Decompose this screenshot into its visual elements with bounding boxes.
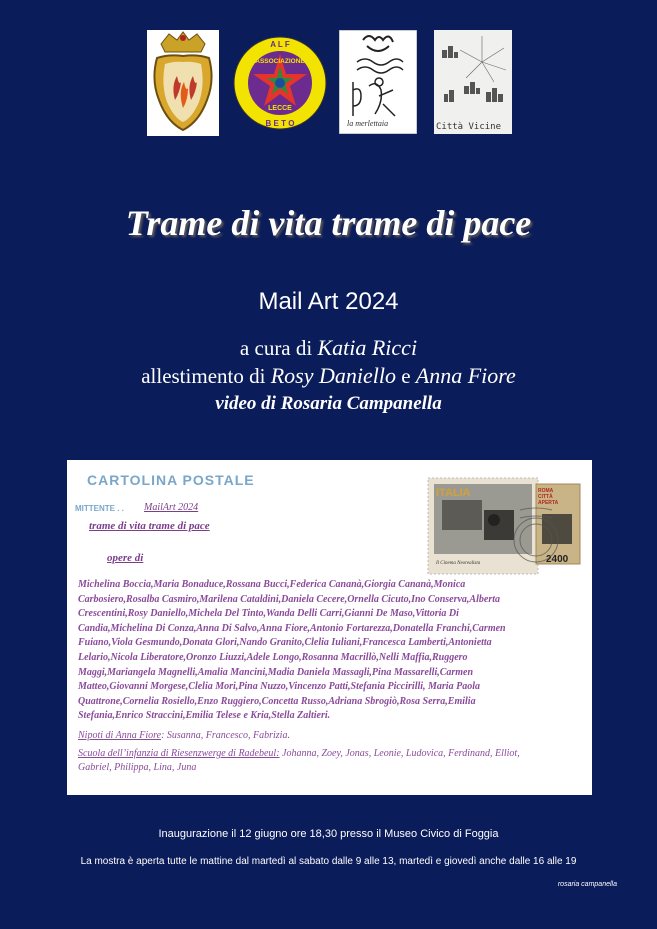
scuola-label: Scuola dell’infanzia di Riesenzwerge di Radebeul: bbox=[78, 748, 280, 759]
curator-name: Katia Ricci bbox=[317, 335, 418, 360]
citta-vicine-caption: Città Vicine bbox=[436, 122, 502, 132]
svg-text:ROMA: ROMA bbox=[538, 488, 554, 494]
postcard-heading: CARTOLINA POSTALE bbox=[87, 472, 255, 488]
scuola-line bbox=[78, 747, 528, 775]
postcard bbox=[67, 460, 592, 795]
artists-list: Michelina Boccia,Maria Bonaduce,Rossana Bucci,Federica Cananà,Giorgia Cananà,Monica Carbosiero,Rosalba Casmiro,Marilena Cataldini,Daniela Cecere,Ornella Cicuto,Ino Conserva,Alberta Crescentini,Rosy Daniello,Michela Del Tinto,Wanda Delli Carri,Gianni De Maso,Vittoria Di Candia,Michelina Di Conza,Anna Di Salvo,Anna Fiore,Antonio Fortarezza,Donatella Franchi,Carmen Fuiano,Viola Gesmundo,Donata Glori,Nando Granito,Clelia Iuliani,Francesca Lamberti,Antonietta Lelario,Nicola Liberatore,Oronzo Liuzzi,Adele Longo,Rosanna Macrillò,Nelli Maffia,Ruggero Maggi,Mariangela Magnelli,Amalia Mancini,Madia Daniela Massagli,Pina Massarelli,Carmen Matteo,Giovanni Morgese,Clelia Mori,Pina Nuzzo,Vincenzo Patti,Stefania Piccirilli, Maria Paola Quattrone,Cornelia Rosiello,Enzo Ruggiero,Concetta Russo,Adriana Sbrogiò,Rosa Serra,Emilia Stefania,Enrico Straccini,Emilia Telese e Kria,Stella Zaltieri. bbox=[78, 579, 506, 722]
nipoti-label: Nipoti di Anna Fiore bbox=[78, 730, 162, 741]
curated-prefix: a cura di bbox=[239, 336, 318, 360]
svg-text:CITTÀ: CITTÀ bbox=[538, 494, 553, 500]
logo-assoc-text: ASSOCIAZIONE bbox=[255, 58, 305, 65]
citta-vicine-logo bbox=[434, 30, 512, 134]
mailart-label: MailArt 2024 bbox=[144, 502, 199, 513]
video-credit: video di Rosaria Campanella bbox=[215, 393, 442, 414]
stamp-value: 2400 bbox=[546, 554, 569, 565]
nipoti-line bbox=[78, 730, 518, 741]
setup-person-2: Anna Fiore bbox=[415, 363, 516, 388]
logos-row bbox=[0, 30, 657, 140]
opening-hours-text: La mostra è aperta tutte le mattine dal martedì al sabato dalle 9 alle 13, martedì e giovedì anche dalle 16 alle 19 bbox=[80, 856, 577, 867]
logo-lecce-text: LECCE bbox=[268, 105, 292, 112]
la-merlettaia-caption: la merlettaia bbox=[347, 119, 389, 128]
setup-person-1: Rosy Daniello bbox=[270, 363, 396, 388]
associazione-alfabeto-lecce-logo bbox=[233, 36, 327, 130]
inauguration-text: Inaugurazione il 12 giugno ore 18,30 presso il Museo Civico di Foggia bbox=[158, 828, 499, 840]
nipoti-names: : Susanna, Francesco, Fabrizia. bbox=[161, 730, 290, 741]
setup-and: e bbox=[395, 364, 416, 388]
coat-of-arms-logo bbox=[147, 30, 219, 136]
credits bbox=[0, 334, 657, 417]
signature: rosaria campanella bbox=[557, 881, 617, 888]
setup-line bbox=[0, 362, 657, 390]
setup-prefix: allestimento di bbox=[141, 364, 271, 388]
svg-text:A L F: A L F bbox=[270, 40, 290, 49]
scuola-names: Johanna, Zoey, Jonas, Leonie, Ludovica, Ferdinand, Elliot, Gabriel, Philippa, Lina, Juna bbox=[78, 748, 520, 773]
svg-text:B E T O: B E T O bbox=[265, 119, 295, 128]
svg-text:APERTA: APERTA bbox=[538, 500, 559, 506]
page-title: Trame di vita trame di pace bbox=[125, 203, 532, 243]
curated-line bbox=[0, 334, 657, 362]
la-merlettaia-logo bbox=[339, 30, 417, 134]
stamp-country: ITALIA bbox=[436, 487, 471, 499]
works-by-label: opere di bbox=[107, 552, 144, 564]
page-subtitle: Mail Art 2024 bbox=[258, 288, 399, 315]
postage-stamp bbox=[424, 470, 584, 580]
stamp-caption: Il Cinema Neorealista bbox=[436, 561, 481, 566]
project-label: trame di vita trame di pace bbox=[89, 520, 210, 532]
mittente-label: MITTENTE . . bbox=[75, 504, 124, 513]
